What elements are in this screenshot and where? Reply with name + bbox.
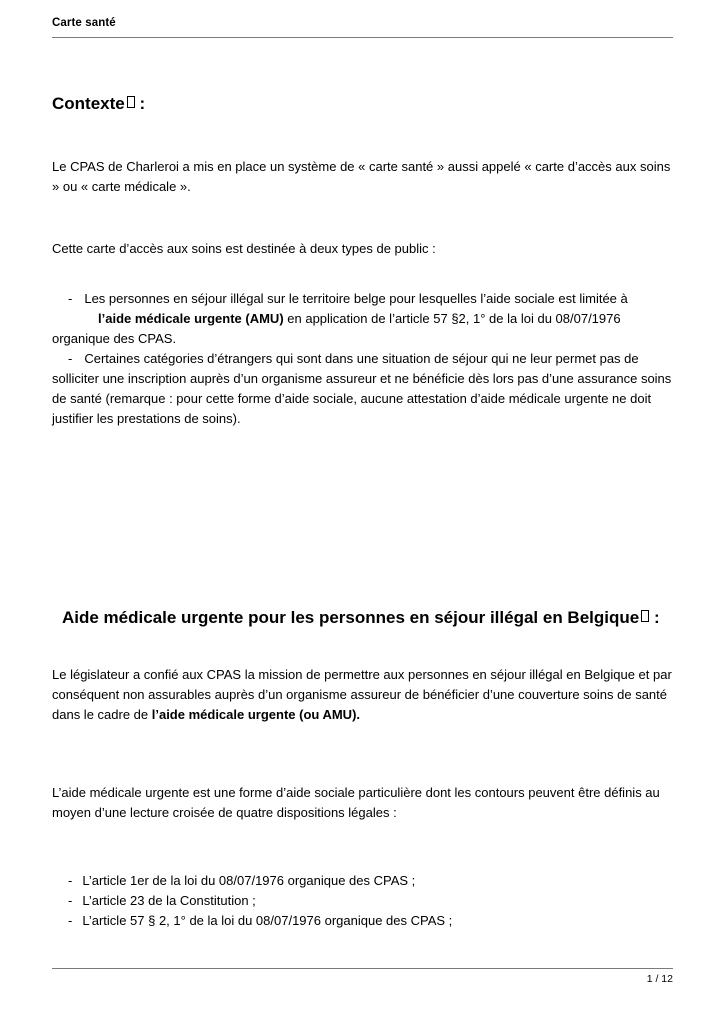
missing-glyph-box (641, 610, 649, 622)
bullet-dash: - (68, 873, 73, 888)
paragraph-destinee: Cette carte d’accès aux soins est destinée à deux types de public : (52, 241, 436, 256)
public-types-list (52, 289, 673, 429)
tab-spacer (52, 322, 98, 323)
legal-item-article-1er (52, 871, 673, 891)
heading-aide-medicale-urgente (52, 605, 673, 631)
legal-item-article-57 (52, 911, 673, 931)
bullet-dash: - (68, 913, 73, 928)
paragraph-legislateur (52, 665, 673, 725)
document-footer (52, 968, 673, 985)
legal-item-text: L’article 1er de la loi du 08/07/1976 organique des CPAS ; (82, 873, 416, 888)
document-header-title: Carte santé (52, 17, 116, 29)
paragraph-intro: Le CPAS de Charleroi a mis en place un système de « carte santé » aussi appelé « carte d’accès aux soins » ou « carte médicale ». (52, 159, 671, 194)
list-item-text: Les personnes en séjour illégal sur le territoire belge pour lesquelles l’aide sociale est limitée à (84, 291, 628, 306)
heading-contexte-colon: : (134, 94, 146, 113)
heading-contexte (52, 91, 673, 117)
legal-item-article-23 (52, 891, 673, 911)
list-item-bold-amu: l’aide médicale urgente (AMU) (98, 311, 284, 326)
legal-item-text: L’article 57 § 2, 1° de la loi du 08/07/1976 organique des CPAS ; (82, 913, 453, 928)
page-number: 1 / 12 (646, 973, 673, 985)
paragraph-legislateur-bold: l’aide médicale urgente (ou AMU). (151, 707, 361, 722)
header-rule (52, 37, 673, 38)
missing-glyph-box (127, 96, 135, 108)
heading-amu-colon: : (649, 608, 660, 627)
bullet-dash: - (68, 893, 73, 908)
list-item-categories-etrangers (52, 349, 673, 429)
heading-contexte-text: Contexte (52, 94, 125, 113)
list-item-text: Certaines catégories d’étrangers qui sont dans une situation de séjour qui ne leur permet pas de solliciter une inscription auprès d’un organisme assureur et ne bénéficie dès lors pas d’une assurance soins de santé (remarque : pour cette forme d’aide sociale, aucune attestation d’aide médicale urgente ne doit justifier les prestations de soins). (52, 351, 672, 426)
bullet-dash: - (68, 351, 73, 366)
document-header (52, 13, 673, 38)
list-item-text-end: en application de l’article 57 §2, 1° de la loi du 08/07/1976 organique des CPAS. (52, 311, 621, 346)
legal-dispositions-list (52, 871, 673, 931)
footer-rule (52, 968, 673, 969)
list-item-sejour-illegal (52, 289, 673, 349)
paragraph-contours: L’aide médicale urgente est une forme d’aide sociale particulière dont les contours peuvent être définis au moyen d’une lecture croisée de quatre dispositions légales : (52, 785, 660, 820)
bullet-dash: - (68, 291, 73, 306)
heading-amu-text: Aide médicale urgente pour les personnes en séjour illégal en Belgique (62, 608, 640, 627)
legal-item-text: L’article 23 de la Constitution ; (82, 893, 256, 908)
paragraph-legislateur-text: Le législateur a confié aux CPAS la mission de permettre aux personnes en séjour illégal en Belgique et par conséquent non assurables auprès d’un organisme assureur de bénéficier d’une couverture soins de santé dans le cadre de (52, 667, 672, 722)
